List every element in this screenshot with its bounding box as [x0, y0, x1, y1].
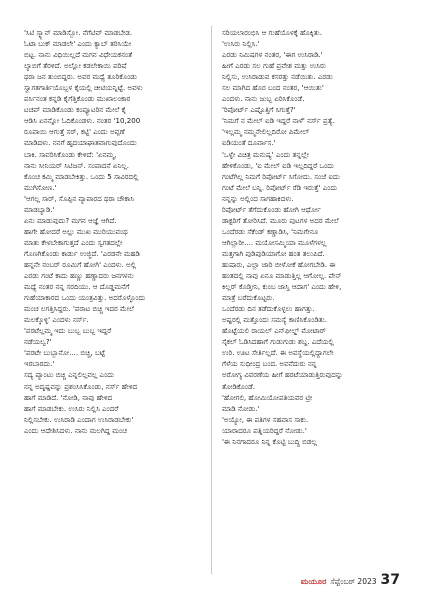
- text-line: ಮಾಡಿದಳು. ನನಗೆ ಹೃದಯಾಘಾತವಾಗುವುದೊಂದು: [24, 138, 137, 148]
- text-line: 'ಹೋಗಲಿ, ಹೋಮಿಯೋಪತಿಯವರ ಟ್ರೀ: [222, 392, 313, 402]
- text-line: ಸೈಕಲ್ ಓಡಿಸಿದಹಾಗೆ ಗುಡುಗುಡು ಶಬ್ದ. ಎದೆಯಲ್ಲಿ: [222, 337, 334, 347]
- page-number: 37: [380, 572, 400, 588]
- text-line: ಆಡಿಸಿ ಏನನ್ನೋ ಓದಿಕೊಂಡಳು. ನಂತರ '10,200: [24, 116, 141, 126]
- text-line: ಗುಹೆಯಾಕಾರದ ಒಂದು ಯಂತ್ರವಿತ್ತು. ಅದರೊಳ್ಳೊಂದು: [24, 293, 146, 303]
- text-line: ಮಾತು ಕೇಳಬೇಕಾಗುತ್ತದೆ ಎಂದು ಸ್ವಗತದಲ್ಲೇ: [24, 237, 123, 247]
- text-line: ಗೊಣಗಿಕೊಂಡು ಕಾರ್ಡು ಉಜ್ಜಿದೆ. 'ಎರಡನೇ ಮಹಡಿ: [24, 248, 140, 258]
- text-line: ಒಂದೆರಡು ಸೆಕೆಂಡ್ ಕಣ್ಣಾಡಿಸಿ, 'ನಿಮಗೇನೂ: [222, 226, 319, 236]
- text-line: ಅರೋಗ್ಯ ವಿವರಣೆಯ ಹೀಗೆ ಹರಟೆಯಾಡುತ್ತಿರುವುದನ್ನು: [222, 370, 343, 380]
- text-line: ಟಚಪ್ ಮಾಡಿಕೊಂಡು ಕಂಪ್ಯೂಟರಿನ ಮೇಲೆ ಕೈ: [24, 105, 127, 115]
- column-divider: [211, 26, 212, 574]
- text-line: ಮಾಡಿ ನೋಡು.': [222, 403, 260, 413]
- text-line: ನನ್ನ ಅದೃಷ್ಟವನ್ನು ಪ್ರಶಂಸಿಸಿಕೊಂಡು, ನರ್ಸ್ ಹೇಳಿದ: [24, 381, 138, 391]
- text-line: ಹೇಳಿಕೊಂಡು, 'ಐ ಮೇಲ್ ಐಡಿ ಇಲ್ಲದಿದ್ದರೆ ಒಂದು: [222, 160, 335, 170]
- magazine-name: ಮಯೂರ: [300, 577, 327, 586]
- text-line: ಹಂತದಲ್ಲಿ ನಾವು ಏನೂ ಮಾಡುತ್ತಿಲ್ಲ ಆಗೋಲ್ಲ. ಪೇನ್: [222, 271, 342, 281]
- text-line: ಹೀಗೆ ಎರಡು ಸಲ ಗುಹೆ ಪ್ರವೇಶ ಮತ್ತು ಉಸಿರು: [222, 61, 326, 71]
- text-line: ಹುಷಾರು, ಎಲ್ಲಾ ಜಾರಿ ಬೀಳೋಕೆ ಹೋಗಬೇಡಿ. ಈ: [222, 259, 336, 269]
- text-line: 'ಪರಟೇ ಬುಬ್ಬಾನೋ.... ಬಿಚ್ಚಿ, ಬಟ್ಟೆ: [24, 348, 106, 358]
- text-line: 'ಉಸಿರು ನಿಲ್ಲಿಸಿ.': [222, 39, 260, 49]
- page-footer: [301, 572, 400, 588]
- text-line: 'ರಿಪೋರ್ಟ್ ಎಷ್ಟೊತ್ತಿಗೆ ಸಿಗುತ್ತೆ?': [222, 105, 296, 115]
- text-line: ಏನು ಮಾಡುವುದು? ಮಗನ ಆಜ್ಞೆ ಆಗಿದೆ.: [24, 215, 117, 225]
- text-line: ಲ್ಯಾಬಿಗೆ ತೆರಳಿದೆ. ಅಲ್ಲೋ ಕಡಲೇಕಾಯಿ ಪರಿಷೆ: [24, 61, 127, 71]
- text-line: ಗಂಟೆ ಮೇಲೆ ಬನ್ನಿ. ರಿಪೋರ್ಟ್ ರೆಡಿ ಇರುತ್ತೆ' ಎಂದು: [222, 182, 338, 192]
- text-line: ರಿಪೋರ್ಟ್ ತೆಗೆದುಕೊಂಡು ಹೋಗಿ ಆರ್ಥೋ: [222, 204, 321, 214]
- text-line: ನಾನು ಸೀನಿಯರ್ ಸಿಟಿಜನ್. ಸಂಪಾದನೆ ಏನಿಲ್ಲ.: [24, 160, 130, 170]
- text-line: ಗೆಳೆಯ ಸುಧೀಂದ್ರ ಬಂದ. ಅವನೆದುರು ನನ್ನ: [222, 359, 317, 369]
- text-line: ಯಾರಾದರೂ ಪತ್ನಿಯರಿದ್ದರೆ ನೋಡು.': [222, 425, 307, 435]
- text-line: ಬಾಕಿ. ಸಾವರಿಸಿಕೊಂಡು ಕೇಳಿದೆ: 'ಏನಮ್ಮ,: [24, 149, 117, 159]
- text-line: ಒಂದೆರಡು ದಿನ ತಡೆದುಕೊಳ್ಳಲು ಹಾಗತ್ತು.: [222, 304, 315, 314]
- text-line: ಕಿಲ್ಲರ್ ಕೊಡ್ತೀನಿ, ಕುಂಬ ಜಾಸ್ತಿ ಆದಾಗ' ಎಂದು ಹೇಳಿ,: [222, 282, 342, 292]
- text-line: ಹಾಗೇ ಹೋದರೆ ಅಲ್ಲು ಮುಖ ಮುರಿಯುವಂಥ: [24, 226, 128, 236]
- text-line: ಹೊಟ್ಟೆಯಲಿ ರಾಯಲ್ ಎನ್‌ಫೀಲ್ಡ್ ಮೋಟಾರ್: [222, 326, 326, 336]
- text-line: ಮತ್ತಗಾಗಿ ಪುಡಿಪುಡಿಯಾಗೋ ಹಂತ ತಲುಪಿದೆ.: [222, 248, 325, 258]
- text-line: ಎರಡು ಗಂಟೆ ಕಾದು ಹಣ್ಣು ಹಣ್ಣಾದರು ಜನಗಳನು: [24, 271, 134, 281]
- text-line: ಮಲಕ್ಕೊಳ್ಳಿ' ಎಂದಳು ನರ್ಸ್.: [24, 315, 89, 325]
- text-line: ಥರಾ ಜನ ತುಂಬಿದ್ದರು. ಅವರ ಮಧ್ಯೆ ತೂರಿಕೊಂಡು: [24, 72, 138, 82]
- text-line: 'ನಿಮಗೆ ನ ಮೇಲ್ ಐಡಿ ಇದ್ದರೆ ನಾಳೆ' ನರ್ಸ್ ಪ್ರತ್ಯೆ.: [222, 116, 335, 126]
- text-line: 'ಸಿಟಿ ಸ್ಕ್ಯಾನ್ ಮಾಡಿಸ್ಬೋ. ನೆಗೆಟಿವ್ ಮಾಡಬೇಡ.: [24, 28, 133, 37]
- text-line: 'ಇಲ್ಲಮ್ಮ ನಮ್ಮನೇಲಿಲ್ಲದಿರೋ ಪಿಮೇಲ್: [222, 127, 310, 137]
- text-line: ಮುಗಿಸೋಣ.': [24, 182, 57, 192]
- text-line: ಡಾಕ್ಟರಿಗೆ ತೋರಿಸಿದೆ. ಮೂರು ಪುಟಗಳ ಅದರ ಮೇಲೆ: [222, 215, 339, 225]
- text-line: ಆಗಿಲ್ಲಾರೀ.... ಮಯೋಸಮ್ಮಿಯಾ ಮೂಳೆಗಳಲ್ಲ: [222, 237, 327, 247]
- text-line: ಸಲ ಮಾಗಿದ ಹೊರ ಬಂದ ನಂತರ, 'ಆಯಿತು': [222, 83, 324, 93]
- text-line: ಮಾತ್ರೆ ಬರೆದುಕೊಟ್ಟರು.: [222, 293, 275, 303]
- text-line: ಹಾಗೆ ಮಾಡಿದೆ. 'ನೋಡಿ, ನಾವು ಹೇಳಿದ: [24, 392, 113, 402]
- text-line: ಬಿಟ್ಟ. ನಾನು ವಿಧಿಯಿಲ್ಲದೆ ಮಗನ ವಿಧೇಯಕನಂತೆ: [24, 50, 133, 60]
- issue-date: ಸೆಪ್ಟೆಂಬರ್ 2023: [330, 577, 377, 586]
- text-line: ಹನ್ನನೇ ನಂಬರ್ ರೂಮಿಗೆ ಹೋಗಿ' ಎಂದಳು. ಅಲ್ಲಿ: [24, 259, 137, 269]
- text-line: ಸ್ವಾಗತಗಾರ್ತಿಯೊಬ್ಬಳ ಕೈಯಲ್ಲಿ ಚೀಟಿಯನ್ನಿಟ್ಟೆ. ಅವಳು: [24, 83, 143, 93]
- right-column: [222, 27, 400, 447]
- text-line: ಉರಿ. ಊಟ ಸೇರ್ತಿಲ್ಲದೆ. ಈ ಅವಸ್ಥೆಯಲ್ಲಿದ್ದಾಗಲೇ: [222, 348, 334, 358]
- text-line: ಹಾಗೆ ಮಾಡಬೇಕು. ಉಸಿರು ನಿಲ್ಲಿಸಿ ಎಂದರೆ: [24, 403, 119, 413]
- text-line: ಕೊಂಚ ಕಮ್ಮಿ ಮಾಡಬೇಕಿತ್ತು. ಒಂದು 5 ಸಾವಿರದಲ್ಲಿ: [24, 171, 139, 181]
- text-line: ಸದ್ಯ ಪ್ಯಾಂಟು ಬಿಚ್ಚಿ ಎನ್ನಲಿಲ್ಲವಲ್ಲ ಎಂದು: [24, 370, 114, 380]
- text-line: ನಿಲ್ಲಿಸಬೇಕು. ಉಸಿರಾಡಿ ಎಂದಾಗ ಉಸಿರಾಡಬೇಕು': [24, 414, 134, 424]
- text-line: ನಿಲ್ಲಿಸು, ಉಸಿರಾಡುವ ಕಸರತ್ತು ನಡೆಯಿತು. ಎರಡು: [222, 72, 333, 82]
- text-line: ಐಡಿಯಂತೆ ದೂರ್ವಾಸ.': [222, 138, 276, 148]
- left-column: [24, 27, 204, 436]
- text-line: ಓಟಾ ಬುಕ್ ಮಾಡಲೇ' ಎಂದು ಕ್ಯಾಬ್ ತರಿಸಿಯೇ: [24, 39, 132, 49]
- text-line: ಅಷ್ಟರಲ್ಲಿ ಮತ್ತೊಂದು ಸಮಸ್ಯೆ ಕಾಣಿಸಿಕೊಂಡಿತು.: [222, 315, 328, 325]
- text-line: ಎಂದಳು. ನಾನು ಜುಬ್ಬ ಏರಿಸಿಕೊಂಡೆ.: [222, 94, 305, 104]
- text-line: ಎಂದು ಆದೇಶಿಸಿದಳು. ನಾನು ಮಲಗಿದ್ದ ಮಂಚ: [24, 425, 127, 435]
- text-line: 'ಒಳ್ಳೇ ವಿಚಿತ್ರ ಮನುಷ್ಯ' ಎಂದು ತನ್ನಲ್ಲೇ: [222, 149, 309, 159]
- text-line: ನನ್ನನ್ನು ಅಲ್ಲಿಂದ ಸಾಗಹಾಕಿದಳು.: [222, 193, 294, 203]
- text-line: ಪರ್ಸಿನಂತ ಕನ್ನಡಿ ಕೈಗೆತ್ತಿಕೊಂಡು ಮುಖಾಲಂಕಾರ: [24, 94, 131, 104]
- text-line: 'ಅಯ್ಯೋ, ಈ ಪತಿಗಳ ಸಹವಾಸ ಸಾಕು.: [222, 414, 309, 424]
- text-line: ನಡೆಯಲ್ವ?': [24, 337, 52, 347]
- text-line: 'ಪರಟೆಲ್ಲಮ್ಮ ಇದು ಬುಬ್ಬ ಬುಬ್ಬ ಇದ್ದರೆ: [24, 326, 112, 336]
- text-line: 'ಈ ನಿನಗಾದರೂ ನಿನ್ನ ಕೊಟ್ಟಿ ಬುದ್ಧಿ ಬಿಡಲ್ಲ: [222, 436, 317, 446]
- text-line: 'ಆಗಲ್ಲ ಸಾರ್, ಸೊಪ್ಪಿನ ವ್ಯಾಪಾರದ ಥರಾ ಚೌಕಾಸಿ: [24, 193, 134, 203]
- text-line: ಸರಿಯಲಾರಂಭಿಸಿ ಆ ಗುಹೆಯೊಳಕ್ಕೆ ಹೊಕ್ಕಿತು.: [222, 28, 322, 37]
- text-line: ಗಂಟೆಗಿಲ್ಲ ನಿಮಗೆ ರಿಪೋರ್ಟ್ ಸಿಗೋದು. ಸಂಜೆ ಐದು: [222, 171, 340, 181]
- text-line: ರೂಪಾಯಿ ಆಗುತ್ತೆ ಸರ್, ಕಟ್ಟಿ' ಎಂದು ಅಪ್ಪಣೆ: [24, 127, 125, 137]
- text-line: ಮಂಚ ಲಗತ್ತಿಸಿದ್ದರು. 'ಪರಾಟ ಬಿಚ್ಚಿ ಇದರ ಮೇಲೆ: [24, 304, 134, 314]
- text-line: ಮಧ್ಯೆ ನಂತರ ನನ್ನ ಸರದಿಯು. ಆ ದೊಡ್ಡಮನೆಗೆ: [24, 282, 130, 292]
- text-line: ಮಾಡಬ್ಯಾಡಿ.': [24, 204, 55, 214]
- text-line: ಇರಬಾರದು.': [24, 359, 55, 369]
- text-line: ಎರಡು ನಿಮಿಷಗಳ ನಂತರ, 'ಈಗ ಉಸಿರಾಡಿ.': [222, 50, 323, 60]
- text-line: ತೋಡಿಕೊಂಡೆ.: [222, 381, 256, 391]
